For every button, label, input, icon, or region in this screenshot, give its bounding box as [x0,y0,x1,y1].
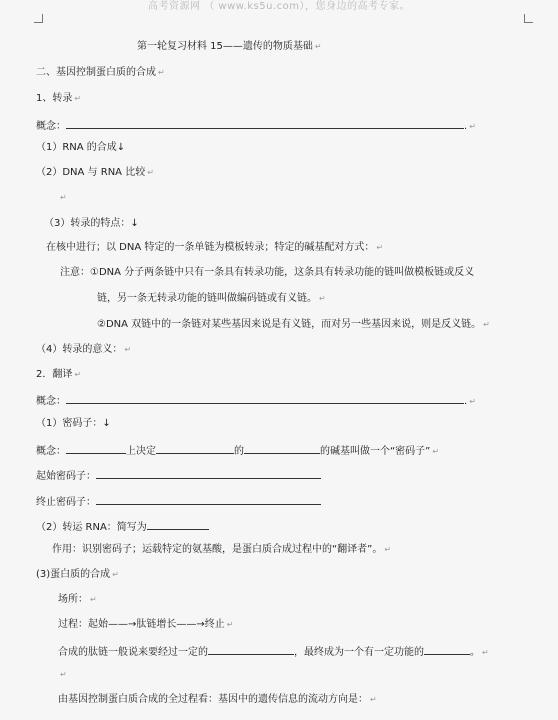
trna-function-line: 作用：识别密码子；运载特定的氨基酸，是蛋白质合成过程中的“翻译者”。 ↵ [52,544,392,555]
subsection-transcription: 1、转录 ↵ [36,93,82,104]
process-line: 过程：起始——→肽链增长——→终止 ↵ [58,619,234,630]
subsection-translation: 2．翻译 ↵ [36,369,82,380]
section-heading: 二、基因控制蛋白质的合成 ↵ [36,67,165,78]
page-header: 高考资源网 （ www.ks5u.com），您身边的高考专家。 [148,1,410,12]
translation-concept-line: 概念： . ↵ [36,392,476,409]
trna-line: （2）转运 RNA：简写为 [36,518,209,535]
codon-definition: 概念： 上决定 的 的碱基叫做一个“密码子” ↵ [36,442,439,459]
stop-codon-line: 终止密码子： [36,493,321,510]
translation-concept-blank [66,392,464,404]
empty-paragraph: ↵ [60,193,67,202]
concept-line: 概念： . ↵ [36,117,476,134]
note-line-2: 链，另一条无转录功能的链叫做编码链或有义链。 ↵ [97,293,326,304]
concept-blank [66,117,464,129]
start-codon-line: 起始密码子： [36,467,321,484]
codon-blank-1 [66,442,126,454]
item-rna-synthesis: （1）RNA 的合成↓ [36,142,126,153]
item-dna-rna-compare: （2）DNA 与 RNA 比较 ↵ [36,167,154,178]
protein-blank [424,643,470,655]
trna-blank [147,518,209,530]
codon-blank-2 [156,442,234,454]
item-codon: （1）密码子：↓ [36,418,111,429]
document-title: 第一轮复习材料 15——遗传的物质基础 ↵ [137,41,322,52]
site-line: 场所： ↵ [58,594,97,605]
empty-paragraph: ↵ [60,670,67,679]
item-transcription-features: （3）转录的特点：↓ [44,218,139,229]
page-corner-mark [524,14,533,23]
peptide-chain-line: 合成的肽链一般说来要经过一定的 ，最终成为一个有一定功能的 。 ↵ [58,643,489,660]
nucleus-line: 在核中进行；以 DNA 特定的一条单链为模板转录；特定的碱基配对方式： ↵ [46,242,384,253]
summary-line: 由基因控制蛋白质合成的全过程看：基因中的遗传信息的流动方向是： ↵ [58,694,377,705]
codon-blank-3 [244,442,320,454]
start-codon-blank [96,467,321,479]
item-protein-synthesis: (3)蛋白质的合成 ↵ [36,569,119,580]
note-line-3: ②DNA 双链中的一条链对某些基因来说是有义链，而对另一些基因来说，则是反义链。 ↵ [97,319,490,330]
stop-codon-blank [96,493,321,505]
modification-blank [208,643,294,655]
page-corner-mark [34,14,43,23]
item-transcription-meaning: （4）转录的意义： ↵ [36,344,132,355]
note-line-1: 注意：①DNA 分子两条链中只有一条具有转录功能，这条具有转录功能的链叫做模板链或反义 [60,267,475,278]
